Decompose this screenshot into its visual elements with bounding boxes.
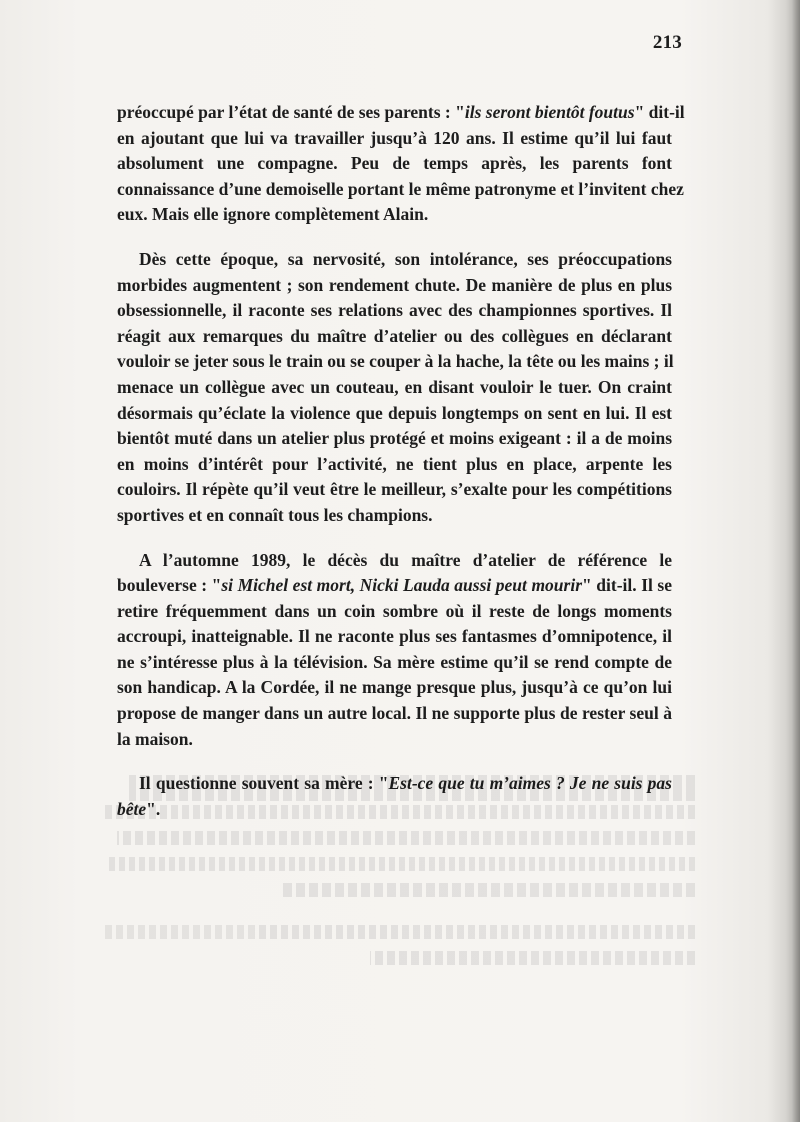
- text-line: [117, 624, 672, 650]
- text-segment: désormais qu’éclate la violence que depuis longtemps on sent en lui. Il est: [117, 402, 672, 423]
- text-line: [117, 477, 672, 503]
- paragraph: [117, 771, 672, 822]
- text-segment: " dit-il. Il se: [582, 575, 672, 596]
- text-line: [117, 273, 672, 299]
- paragraph-gap: [117, 228, 672, 247]
- text-segment: accroupi, inatteignable. Il ne raconte plus ses fantasmes d’omnipotence, il: [117, 626, 672, 647]
- text-line: [117, 452, 672, 478]
- text-segment: Dès cette époque, sa nervosité, son intolérance, ses préoccupations: [139, 248, 672, 269]
- italic-quote: si Michel est mort, Nicki Lauda aussi peut mourir: [221, 575, 583, 596]
- text-line: [117, 548, 672, 574]
- text-segment: Il questionne souvent sa mère : ": [139, 773, 389, 794]
- text-line: [117, 100, 685, 126]
- text-line: [117, 349, 672, 375]
- text-line: [117, 573, 672, 599]
- spine-shadow: [786, 0, 800, 1122]
- text-line: [117, 599, 672, 625]
- paragraph: [117, 548, 672, 753]
- text-segment: bouleverse : ": [117, 575, 222, 596]
- text-line: [117, 324, 672, 350]
- text-segment: la maison.: [117, 728, 193, 749]
- text-line: [117, 151, 672, 177]
- text-segment: menace un collègue avec un couteau, en disant vouloir le tuer. On craint: [117, 376, 672, 397]
- text-segment: morbides augmentent ; son rendement chute. De manière de plus en plus: [117, 274, 672, 295]
- text-segment: vouloir se jeter sous le train ou se couper à la hache, la tête ou les mains ; il: [117, 351, 674, 372]
- page-number: 213: [652, 32, 682, 53]
- text-segment: en moins d’intérêt pour l’activité, ne tient plus en place, arpente les: [117, 453, 672, 474]
- text-segment: réagit aux remarques du maître d’atelier ou des collègues en déclarant: [117, 325, 672, 346]
- text-line: [117, 771, 672, 797]
- body-text: [117, 100, 685, 822]
- text-line: [117, 503, 672, 529]
- text-line: [117, 298, 672, 324]
- text-segment: retire fréquemment dans un coin sombre où il reste de longs moments: [117, 600, 672, 621]
- text-segment: absolument une compagne. Peu de temps après, les parents font: [117, 153, 672, 174]
- text-line: [117, 727, 672, 753]
- paragraph-gap: [117, 752, 672, 771]
- text-segment: A l’automne 1989, le décès du maître d’atelier de référence le: [139, 549, 672, 570]
- text-line: [117, 401, 672, 427]
- text-segment: bientôt muté dans un atelier plus protégé et moins exigeant : il a de moins: [117, 428, 672, 449]
- paragraph-gap: [117, 529, 672, 548]
- text-line: [117, 797, 672, 823]
- text-segment: ".: [146, 798, 161, 819]
- text-line: [117, 126, 672, 152]
- text-segment: couloirs. Il répète qu’il veut être le meilleur, s’exalte pour les compétitions: [117, 479, 672, 500]
- text-line: [117, 701, 672, 727]
- text-segment: préoccupé par l’état de santé de ses parents : ": [117, 102, 465, 122]
- text-line: [117, 650, 672, 676]
- paragraph: [117, 247, 672, 529]
- text-segment: sportives et en connaît tous les champions.: [117, 504, 433, 525]
- italic-quote: ils seront bientôt foutus: [464, 102, 635, 122]
- italic-quote: bête: [117, 798, 147, 819]
- text-line: [117, 177, 684, 203]
- text-segment: obsessionnelle, il raconte ses relations avec des championnes sportives. Il: [117, 300, 672, 321]
- text-line: [117, 675, 672, 701]
- text-segment: ne s’intéresse plus à la télévision. Sa mère estime qu’il se rend compte de: [117, 651, 672, 672]
- text-line: [117, 375, 672, 401]
- text-segment: connaissance d’une demoiselle portant le même patronyme et l’invitent chez: [117, 178, 684, 199]
- text-line: [117, 247, 672, 273]
- text-segment: " dit-il: [634, 102, 685, 122]
- text-segment: son handicap. A la Cordée, il ne mange presque plus, jusqu’à ce qu’on lui: [117, 677, 672, 698]
- italic-quote: Est-ce que tu m’aimes ? Je ne suis pas: [388, 773, 672, 794]
- text-segment: propose de manger dans un autre local. Il ne supporte plus de rester seul à: [117, 703, 672, 724]
- text-line: [117, 202, 672, 228]
- text-segment: en ajoutant que lui va travailler jusqu’à 120 ans. Il estime qu’il lui faut: [117, 127, 672, 148]
- text-line: [117, 426, 672, 452]
- text-segment: eux. Mais elle ignore complètement Alain.: [117, 204, 429, 225]
- paragraph: [117, 100, 685, 228]
